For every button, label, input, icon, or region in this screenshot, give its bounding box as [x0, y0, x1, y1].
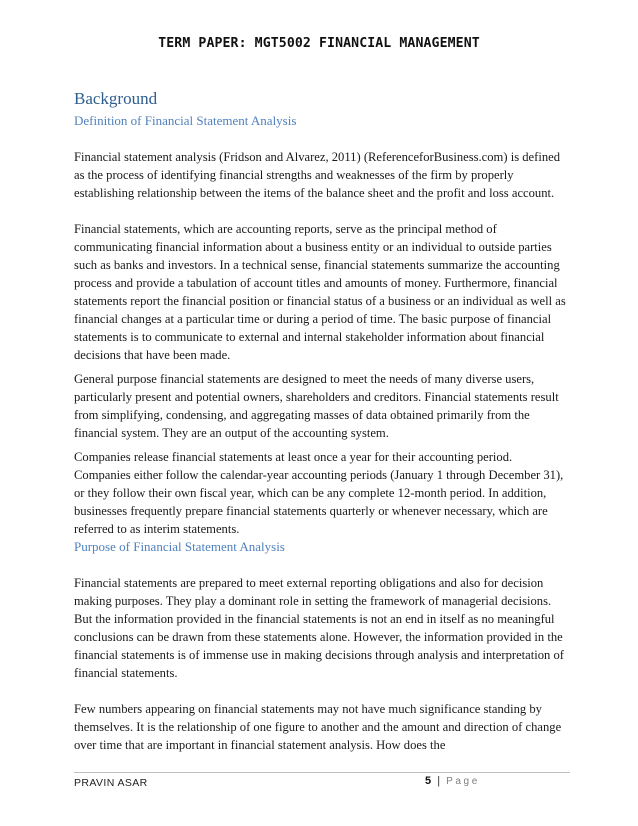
- footer-page-indicator: [425, 775, 480, 787]
- page-body: [74, 86, 570, 754]
- paragraph-purpose-1: Financial statements are prepared to meet external reporting obligations and also for decision making purposes. They play a dominant role in setting the framework of managerial decisions. But the information provided in the financial statements is not an end in itself as no meaningful conclusions can be drawn from these statements alone. However, the information provided in the financial statements is of immense use in making decisions through analysis and interpretation of financial statements.: [74, 576, 564, 680]
- paragraph-definition-2: Financial statements, which are accounting reports, serve as the principal method of communicating financial information about a business entity or an individual to outside parties such as banks and investors. In a technical sense, financial statements summarize the accounting process and provide a tabulation of account titles and amounts of money. Furthermore, financial statements report the financial position or financial status of a business or an individual as well as financial changes at a particular time or during a period of time. The basic purpose of financial statements is to communicate to external and internal stakeholder information about financial decisions that have been made.: [74, 222, 566, 362]
- page-label: Page: [446, 776, 480, 787]
- running-header-title: TERM PAPER: MGT5002 FINANCIAL MANAGEMENT: [158, 36, 480, 51]
- paragraph-definition-4: Companies release financial statements at least once a year for their accounting period. Companies either follow the calendar-year accounting periods (January 1 through December 31), or they follow their own fiscal year, which can be any complete 12-month period. In addition, businesses frequently prepare financial statements quarterly or whenever necessary, which are referred to as interim statements.: [74, 450, 564, 536]
- paragraph-purpose-2: Few numbers appearing on financial statements may not have much significance standing by themselves. It is the relationship of one figure to another and the amount and direction of change over time that are important in financial statement analysis. How does the: [74, 702, 562, 752]
- section-heading-background: Background: [74, 89, 158, 108]
- page-separator: |: [437, 775, 441, 787]
- page-number: 5: [425, 775, 432, 787]
- page-footer: [74, 772, 570, 793]
- subheading-definition: Definition of Financial Statement Analysis: [74, 113, 297, 128]
- footer-author: PRAVIN ASAR: [74, 777, 148, 789]
- paragraph-definition-3: General purpose financial statements are designed to meet the needs of many diverse users, particularly present and potential owners, shareholders and creditors. Financial statements result from simplifying, condensing, and aggregating masses of data obtained primarily from the financial system. They are an output of the accounting system.: [74, 372, 559, 440]
- paragraph-definition-1: Financial statement analysis (Fridson and Alvarez, 2011) (ReferenceforBusiness.com) is defined as the process of identifying financial strengths and weaknesses of the firm by properly establishing relationship between the items of the balance sheet and the profit and loss account.: [74, 150, 561, 200]
- subheading-purpose: Purpose of Financial Statement Analysis: [74, 539, 285, 554]
